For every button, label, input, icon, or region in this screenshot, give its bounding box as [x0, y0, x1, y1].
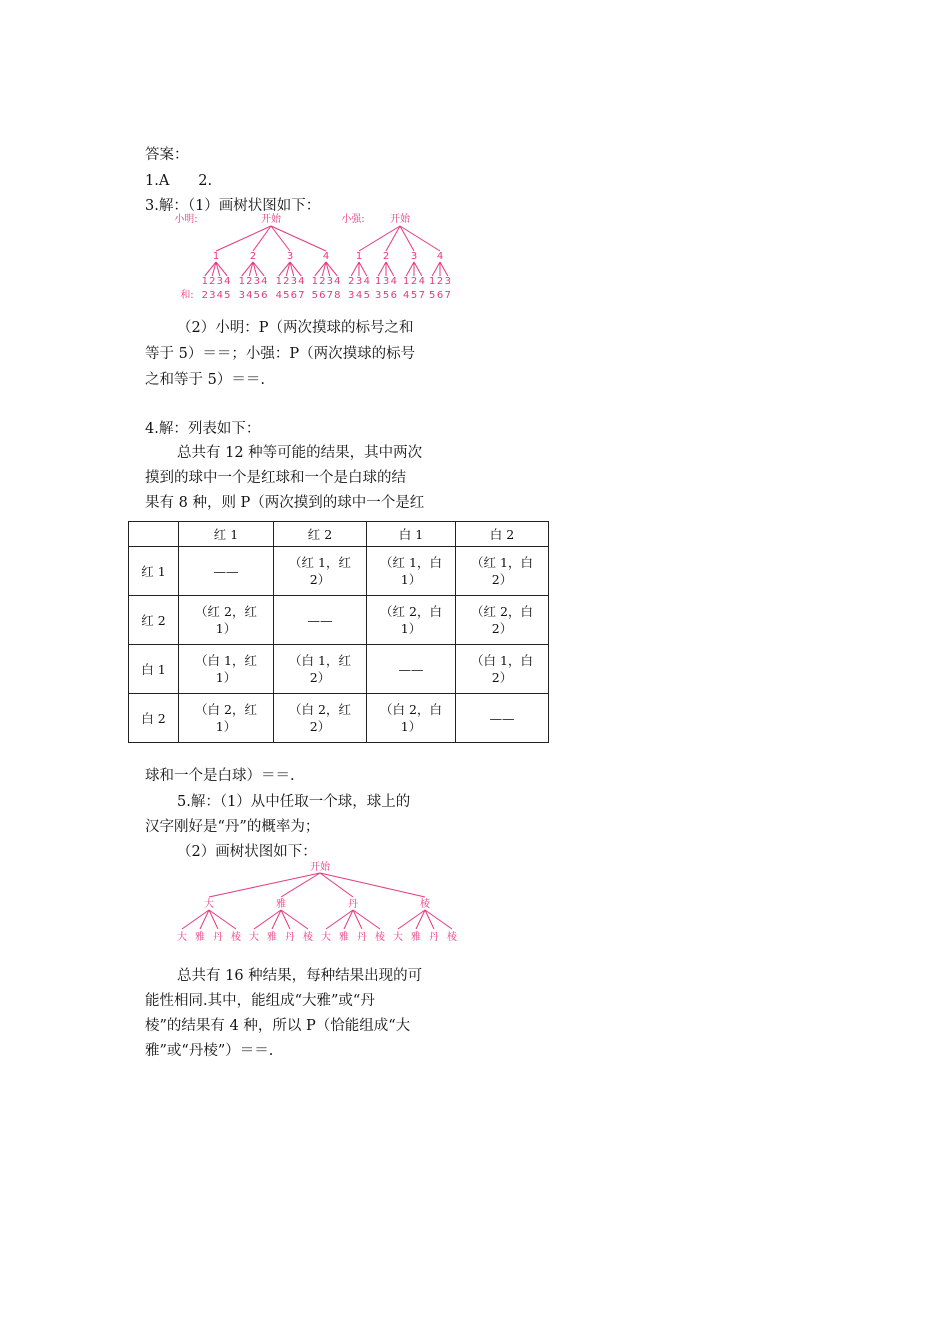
tree-sum: 5: [410, 290, 418, 301]
tree-second-draw: 雅: [267, 932, 277, 943]
tree-branch: [400, 226, 440, 251]
tree-sum: 7: [326, 290, 333, 301]
tree-branch: [281, 873, 320, 897]
tree-branch: [378, 262, 386, 276]
tree-second-draw: 4: [224, 276, 231, 287]
tree-root-label: 开始: [310, 862, 330, 873]
tree-sum: 5: [363, 290, 370, 301]
tree-sum: 5: [382, 290, 390, 301]
q3-intro: 3.解：（1）画树状图如下：: [145, 198, 321, 214]
tree-second-draw: 雅: [411, 932, 421, 943]
tree-branch: [359, 226, 400, 251]
table-cell: （白 1，白 2）: [456, 645, 549, 694]
tree-second-draw: 丹: [357, 932, 367, 943]
tree-sum: 6: [390, 290, 397, 301]
table-cell: （红 2，白 2）: [456, 596, 549, 645]
tree-second-draw: 4: [390, 276, 397, 287]
q4-text-line2: 摸到的球中一个是红球和一个是白球的结: [145, 470, 406, 486]
table-cell: （白 2，红 1）: [179, 694, 274, 743]
tree-owner-label: 小明:: [174, 214, 198, 225]
tree-sum: 6: [290, 290, 297, 301]
tree-branch: [414, 262, 422, 276]
table-cell: （红 2，白 1）: [367, 596, 456, 645]
q5-conclusion-line1: 总共有 16 种结果，每种结果出现的可: [177, 968, 423, 984]
tree-second-draw: 4: [298, 276, 305, 287]
tree-first-draw: 3: [286, 251, 294, 262]
q3-part2-line1: （2）小明：P（两次摸球的标号之和: [177, 320, 414, 336]
tree-first-draw: 2: [249, 251, 257, 262]
tree-second-draw: 2: [319, 276, 326, 287]
tree-branch: [271, 226, 290, 251]
table-cell: （红 1，白 2）: [456, 547, 549, 596]
outcome-table: [128, 521, 549, 743]
tree-second-draw: 棱: [303, 932, 313, 943]
tree-second-draw: 4: [334, 276, 341, 287]
tree-sum: 6: [319, 290, 326, 301]
table-cell: ——: [179, 547, 274, 596]
tree-second-draw: 3: [355, 276, 363, 287]
tree-second-draw: 2: [436, 276, 444, 287]
tree-sum: 7: [298, 290, 305, 301]
tree-sum: 6: [261, 290, 268, 301]
table-row: [129, 645, 549, 694]
table-cell: 红 2: [129, 596, 179, 645]
tree-second-draw: 4: [261, 276, 268, 287]
tree-first-draw: 2: [382, 251, 390, 262]
tree-branch: [406, 262, 414, 276]
tree-second-draw: 3: [253, 276, 260, 287]
tree-second-draw: 大: [249, 932, 259, 943]
table-cell: ——: [367, 645, 456, 694]
tree-sum: 5: [224, 290, 231, 301]
q5-line1: 5.解：（1）从中任取一个球，球上的: [177, 794, 411, 810]
table-cell: （红 1，红 2）: [274, 547, 367, 596]
tree-branch: [216, 226, 271, 251]
tree-second-draw: 2: [283, 276, 290, 287]
tree-branch: [271, 226, 326, 251]
answer-1-2: 1.A 2.: [145, 173, 213, 189]
tree-second-draw: 棱: [375, 932, 385, 943]
table-cell: （红 2，红 1）: [179, 596, 274, 645]
tree-first-draw: 1: [355, 251, 363, 262]
tree-sum: 3: [238, 290, 245, 301]
tree-second-draw: 3: [216, 276, 223, 287]
tree-branch: [386, 262, 394, 276]
table-cell: 白 1: [129, 645, 179, 694]
q4-text-line1: 总共有 12 种等可能的结果，其中两次: [177, 445, 423, 461]
table-cell: 红 1: [129, 547, 179, 596]
tree-second-draw: 1: [429, 276, 436, 287]
tree-first-draw: 雅: [276, 899, 286, 910]
table-header-row: [129, 522, 549, 547]
table-row: [129, 694, 549, 743]
tree-sum: 4: [403, 290, 410, 301]
q5-conclusion-line2: 能性相同.其中，能组成“大雅”或“丹: [145, 993, 375, 1009]
tree-sum: 6: [436, 290, 444, 301]
tree-first-draw: 大: [204, 899, 214, 910]
tree-sum: 3: [375, 290, 382, 301]
tree-branch: [440, 262, 448, 276]
tree-sum: 5: [429, 290, 436, 301]
tree-sum: 5: [311, 290, 318, 301]
tree-sum: 5: [253, 290, 260, 301]
tree-second-draw: 雅: [339, 932, 349, 943]
tree-branch: [351, 262, 359, 276]
tree-second-draw: 大: [177, 932, 187, 943]
table-header-cell: 白 2: [456, 522, 549, 547]
tree-first-draw: 4: [436, 251, 444, 262]
tree-sum: 4: [355, 290, 363, 301]
q4-after-table: 球和一个是白球）＝＝.: [145, 768, 295, 784]
tree-second-draw: 4: [363, 276, 370, 287]
table-cell: ——: [274, 596, 367, 645]
tree-second-draw: 4: [418, 276, 425, 287]
tree-second-draw: 大: [321, 932, 331, 943]
tree-sum: 4: [275, 290, 282, 301]
tree-second-draw: 3: [326, 276, 333, 287]
tree-branch: [209, 873, 320, 897]
tree-second-draw: 3: [290, 276, 297, 287]
tree-sum: 3: [209, 290, 216, 301]
tree-second-draw: 丹: [285, 932, 295, 943]
q5-line2: 汉字刚好是“丹”的概率为；: [145, 819, 320, 835]
tree-second-draw: 1: [238, 276, 245, 287]
table-header-cell: 红 2: [274, 522, 367, 547]
q5-line3: （2）画树状图如下：: [177, 844, 317, 860]
tree-sum: 7: [444, 290, 451, 301]
tree-second-draw: 1: [375, 276, 382, 287]
tree-owner-label: 小强:: [341, 214, 365, 225]
tree-second-draw: 棱: [231, 932, 241, 943]
tree-first-draw: 4: [322, 251, 330, 262]
tree-branch: [400, 226, 414, 251]
tree-sum: 7: [418, 290, 425, 301]
q3-part2-line2: 等于 5）＝＝；小强：P（两次摸球的标号: [145, 346, 416, 362]
table-header-cell: 白 1: [367, 522, 456, 547]
tree-first-draw: 3: [410, 251, 418, 262]
table-row: [129, 596, 549, 645]
table-cell: （白 2，白 1）: [367, 694, 456, 743]
table-cell: （红 1，白 1）: [367, 547, 456, 596]
tree-first-draw: 棱: [420, 899, 430, 910]
table-cell: （白 1，红 2）: [274, 645, 367, 694]
tree-second-draw: 2: [246, 276, 253, 287]
tree-second-draw: 1: [275, 276, 282, 287]
tree-second-draw: 2: [348, 276, 355, 287]
q5-conclusion-line4: 雅”或“丹棱”）＝＝.: [145, 1043, 274, 1059]
tree-sum: 4: [246, 290, 253, 301]
q5-conclusion-line3: 棱”的结果有 4 种，所以 P（恰能组成“大: [145, 1018, 411, 1034]
tree-sum: 8: [334, 290, 341, 301]
table-header-cell: 红 1: [179, 522, 274, 547]
table-cell: （白 1，红 1）: [179, 645, 274, 694]
tree-second-draw: 棱: [447, 932, 457, 943]
tree-second-draw: 雅: [195, 932, 205, 943]
tree-sum: 3: [348, 290, 355, 301]
table-cell: ——: [456, 694, 549, 743]
table-cell: 白 2: [129, 694, 179, 743]
tree-sum: 5: [283, 290, 290, 301]
tree-second-draw: 丹: [213, 932, 223, 943]
tree-second-draw: 2: [410, 276, 418, 287]
q4-text-line3: 果有 8 种，则 P（两次摸到的球中一个是红: [145, 495, 425, 511]
table-cell: （白 2，红 2）: [274, 694, 367, 743]
tree-second-draw: 丹: [429, 932, 439, 943]
tree-sum-label: 和:: [180, 290, 194, 301]
tree-second-draw: 1: [403, 276, 410, 287]
tree-second-draw: 大: [393, 932, 403, 943]
table-row: [129, 547, 549, 596]
table-header-cell: [129, 522, 179, 547]
tree-branch: [432, 262, 440, 276]
tree-second-draw: 1: [201, 276, 208, 287]
tree-root-label: 开始: [261, 214, 281, 225]
tree-second-draw: 2: [209, 276, 216, 287]
tree-root-label: 开始: [390, 214, 410, 225]
tree-first-draw: 1: [212, 251, 220, 262]
tree-branch: [359, 262, 367, 276]
tree-first-draw: 丹: [348, 899, 358, 910]
q3-part2-line3: 之和等于 5）＝＝.: [145, 372, 265, 388]
tree-second-draw: 3: [444, 276, 451, 287]
q4-intro: 4.解：列表如下：: [145, 421, 261, 437]
tree-sum: 4: [216, 290, 223, 301]
tree-sum: 2: [201, 290, 208, 301]
tree-second-draw: 1: [311, 276, 318, 287]
answer-heading: 答案：: [145, 147, 189, 163]
tree-second-draw: 3: [382, 276, 390, 287]
